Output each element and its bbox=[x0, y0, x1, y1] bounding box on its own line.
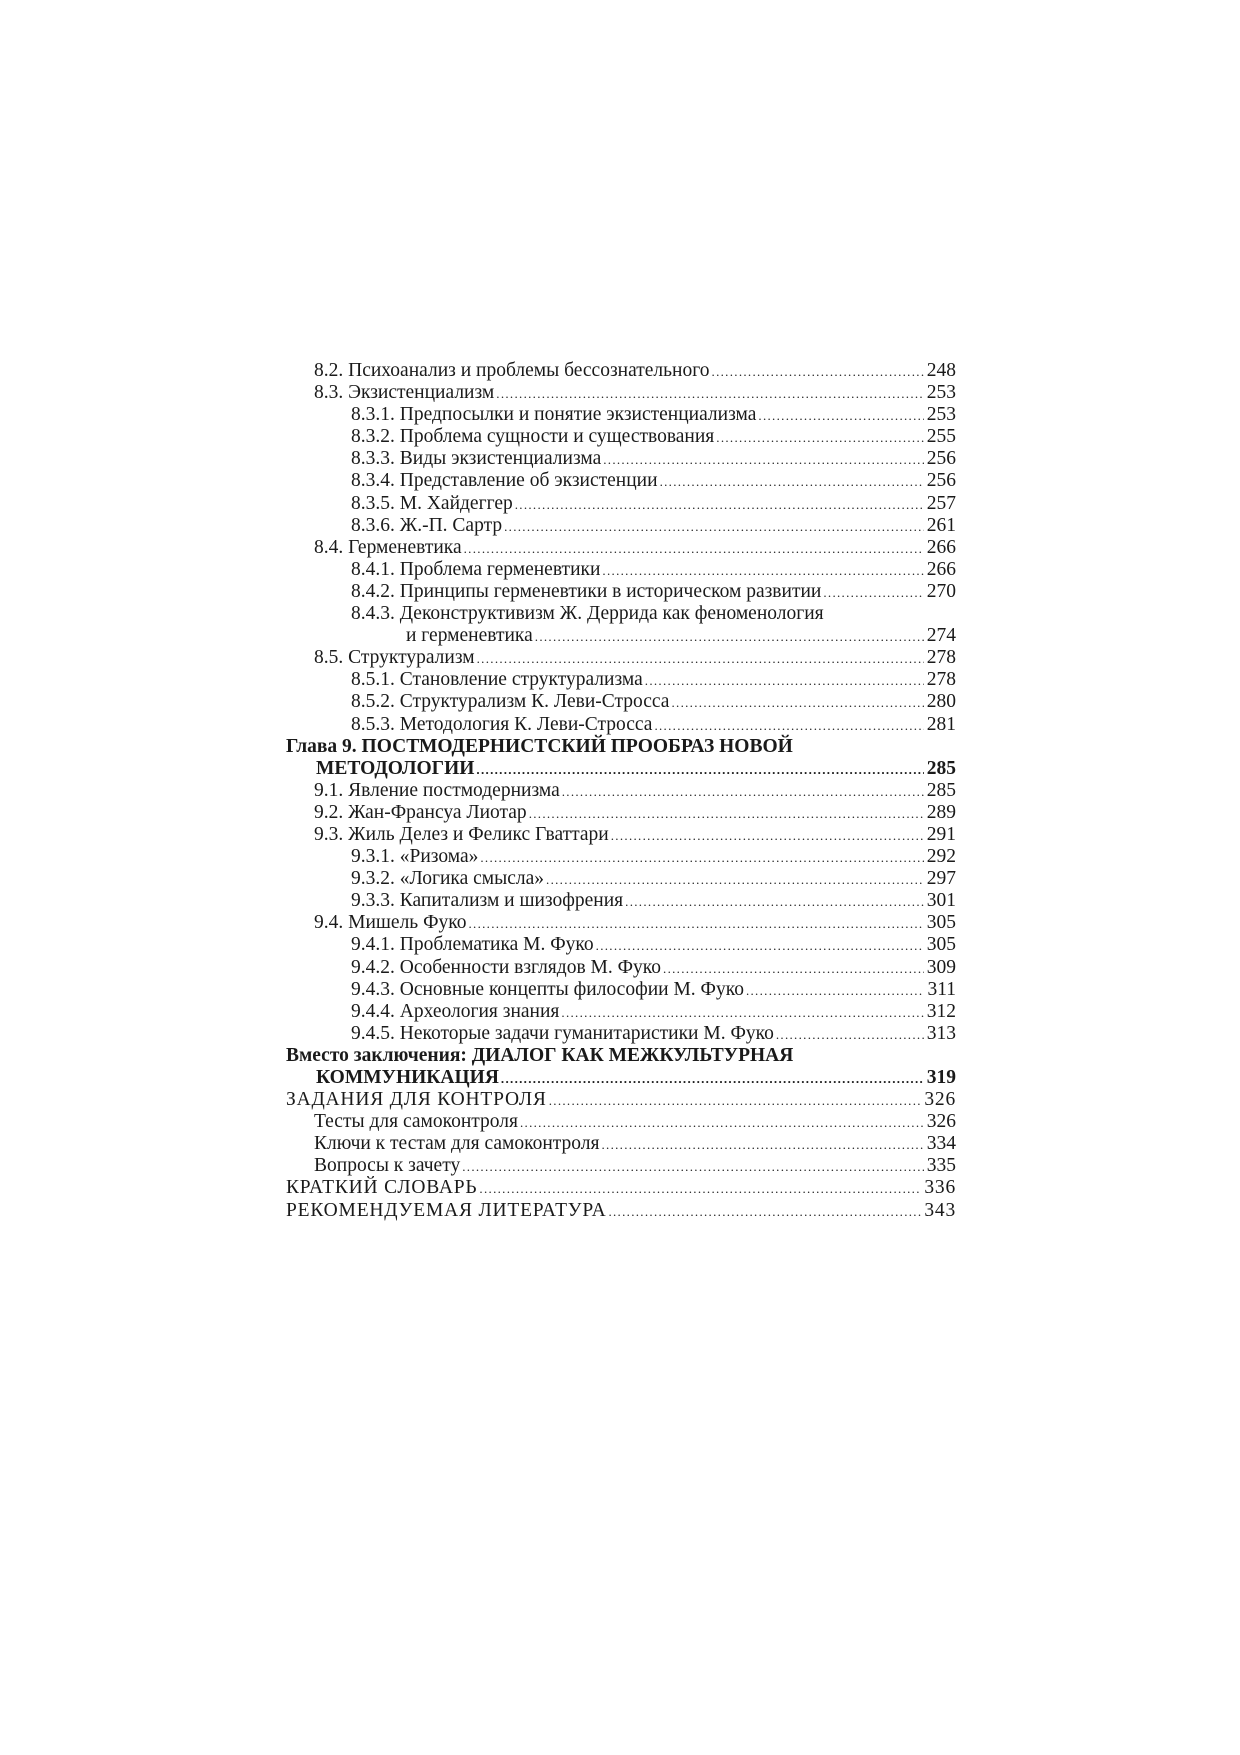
toc-entry-title: 9.1. Явление постмодернизма bbox=[314, 779, 560, 801]
toc-page-number: 305 bbox=[926, 912, 956, 934]
toc-page-number: 285 bbox=[926, 779, 956, 801]
toc-entry bbox=[286, 1155, 956, 1177]
toc-page-number: 326 bbox=[924, 1089, 956, 1111]
toc-entry-title: МЕТОДОЛОГИИ bbox=[316, 757, 475, 779]
toc-entry bbox=[286, 957, 956, 979]
toc-page-number: 343 bbox=[924, 1199, 956, 1221]
toc-entry-title: 9.2. Жан-Франсуа Лиотар bbox=[314, 801, 527, 823]
dot-leader bbox=[602, 560, 923, 582]
toc-entry-title: 9.4.4. Археология знания bbox=[351, 1000, 560, 1022]
dot-leader bbox=[601, 1134, 923, 1156]
dot-leader bbox=[654, 715, 923, 737]
dot-leader bbox=[561, 1002, 923, 1024]
toc-entry-title: 8.3.5. М. Хайдеггер bbox=[351, 492, 513, 514]
toc-entry-title: Вместо заключения: ДИАЛОГ КАК МЕЖКУЛЬТУРНАЯ bbox=[286, 1044, 794, 1066]
toc-page-number: 266 bbox=[926, 558, 956, 580]
toc-page-number: 248 bbox=[926, 360, 956, 381]
toc-page-number: 255 bbox=[926, 426, 956, 448]
toc-entry-title: 8.3. Экзистенциализм bbox=[314, 382, 495, 404]
toc-entry-title: ЗАДАНИЯ ДЛЯ КОНТРОЛЯ bbox=[286, 1089, 547, 1111]
toc-entry-title: 8.3.4. Представление об экзистенции bbox=[351, 470, 658, 492]
toc-entry-title: 8.4.1. Проблема герменевтики bbox=[351, 558, 601, 580]
toc-entry-title: 9.3.1. «Ризома» bbox=[351, 846, 479, 868]
dot-leader bbox=[716, 427, 923, 449]
toc-entry-title: 9.3.2. «Логика смысла» bbox=[351, 868, 545, 890]
dot-leader bbox=[515, 494, 924, 516]
toc-entry-title: 8.4.3. Деконструктивизм Ж. Деррида как феноменология bbox=[351, 603, 824, 625]
toc-page-number: 291 bbox=[926, 823, 956, 845]
toc-entry bbox=[286, 470, 956, 492]
toc-entry bbox=[286, 979, 956, 1001]
toc-page-number: 319 bbox=[926, 1067, 956, 1088]
toc-entry-title: 9.4.3. Основные концепты философии М. Фуко bbox=[351, 978, 744, 1000]
toc-entry bbox=[286, 1200, 956, 1222]
toc-entry-title: 8.5.1. Становление структурализма bbox=[351, 669, 643, 691]
toc-entry bbox=[286, 603, 956, 625]
toc-page-number: 274 bbox=[926, 625, 956, 647]
toc-entry bbox=[286, 714, 956, 736]
toc-entry-title: Вопросы к зачету bbox=[314, 1155, 461, 1177]
dot-leader bbox=[823, 582, 923, 604]
toc-entry bbox=[286, 934, 956, 956]
toc-entry-title: 8.5.2. Структурализм К. Леви-Стросса bbox=[351, 691, 670, 713]
toc-entry bbox=[286, 559, 956, 581]
dot-leader bbox=[645, 670, 924, 692]
toc-entry bbox=[286, 780, 956, 802]
toc-page-number: 270 bbox=[926, 580, 956, 602]
dot-leader bbox=[611, 825, 924, 847]
toc-entry bbox=[286, 1067, 956, 1089]
toc-entry bbox=[286, 625, 956, 647]
toc-page-number: 256 bbox=[926, 470, 956, 492]
toc-page-number: 278 bbox=[926, 669, 956, 691]
toc-entry bbox=[286, 824, 956, 846]
toc-entry bbox=[286, 1111, 956, 1133]
toc-entry bbox=[286, 912, 956, 934]
toc-entry bbox=[286, 1045, 956, 1067]
toc-page-number: 313 bbox=[926, 1022, 956, 1044]
toc-entry-title: 9.3.3. Капитализм и шизофрения bbox=[351, 890, 624, 912]
toc-page-number: 309 bbox=[926, 956, 956, 978]
toc-entry bbox=[286, 1001, 956, 1023]
toc-entry-title: 8.2. Психоанализ и проблемы бессознательного bbox=[314, 360, 710, 381]
toc-page-number: 278 bbox=[926, 647, 956, 669]
toc-entry-title: 8.3.3. Виды экзистенциализма bbox=[351, 448, 602, 470]
dot-leader bbox=[608, 1201, 921, 1223]
dot-leader bbox=[625, 891, 924, 913]
toc-page-number: 281 bbox=[926, 713, 956, 735]
toc-page-number: 256 bbox=[926, 448, 956, 470]
toc-entry bbox=[286, 404, 956, 426]
dot-leader bbox=[468, 913, 923, 935]
toc-entry bbox=[286, 1133, 956, 1155]
toc-page-number: 253 bbox=[926, 404, 956, 426]
toc-entry bbox=[286, 758, 956, 780]
toc-entry bbox=[286, 537, 956, 559]
toc-entry-title: Тесты для самоконтроля bbox=[314, 1111, 518, 1133]
toc-entry bbox=[286, 1089, 956, 1111]
toc-entry-title: 8.4. Герменевтика bbox=[314, 536, 462, 558]
dot-leader bbox=[476, 759, 923, 781]
toc-entry-title: КОММУНИКАЦИЯ bbox=[316, 1067, 499, 1088]
toc-page-number: 336 bbox=[924, 1177, 956, 1199]
toc-entry bbox=[286, 360, 956, 382]
toc-entry-title: и герменевтика bbox=[406, 625, 533, 647]
toc-page-number: 335 bbox=[926, 1155, 956, 1177]
dot-leader bbox=[501, 1068, 924, 1090]
toc-entry-title: 8.3.1. Предпосылки и понятие экзистенциализма bbox=[351, 404, 757, 426]
toc-page-number: 285 bbox=[926, 757, 956, 779]
toc-entry-title: Ключи к тестам для самоконтроля bbox=[314, 1133, 600, 1155]
toc-page-number: 257 bbox=[926, 492, 956, 514]
toc-page-number: 261 bbox=[926, 514, 956, 536]
toc-entry bbox=[286, 493, 956, 515]
toc-page-number: 289 bbox=[926, 801, 956, 823]
dot-leader bbox=[746, 980, 925, 1002]
toc-entry-title: 8.5.3. Методология К. Леви-Стросса bbox=[351, 713, 653, 735]
toc-page-number: 297 bbox=[926, 868, 956, 890]
toc-entry bbox=[286, 802, 956, 824]
toc-entry-title: Глава 9. ПОСТМОДЕРНИСТСКИЙ ПРООБРАЗ НОВОЙ bbox=[286, 735, 793, 757]
toc-entry bbox=[286, 868, 956, 890]
dot-leader bbox=[660, 471, 924, 493]
toc-entry bbox=[286, 1177, 956, 1199]
toc-entry-title: РЕКОМЕНДУЕМАЯ ЛИТЕРАТУРА bbox=[286, 1199, 607, 1221]
toc-entry-title: 8.3.6. Ж.-П. Сартр bbox=[351, 514, 503, 536]
toc-entry-title: 9.4. Мишель Фуко bbox=[314, 912, 467, 934]
toc-entry bbox=[286, 647, 956, 669]
dot-leader bbox=[462, 1156, 924, 1178]
toc-entry-title: 9.3. Жиль Делез и Феликс Гваттари bbox=[314, 823, 609, 845]
toc-entry-title: 8.3.2. Проблема сущности и существования bbox=[351, 426, 715, 448]
dot-leader bbox=[529, 803, 924, 825]
toc-entry bbox=[286, 669, 956, 691]
toc-entry-title: 9.4.1. Проблематика М. Фуко bbox=[351, 934, 594, 956]
dot-leader bbox=[663, 958, 924, 980]
toc-entry-title: 9.4.2. Особенности взглядов М. Фуко bbox=[351, 956, 662, 978]
toc-page-number: 280 bbox=[926, 691, 956, 713]
toc-page-number: 311 bbox=[927, 978, 956, 1000]
toc-page-number: 253 bbox=[926, 382, 956, 404]
toc-page-number: 266 bbox=[926, 536, 956, 558]
toc-page-number: 301 bbox=[926, 890, 956, 912]
dot-leader bbox=[776, 1024, 924, 1046]
toc-page-number: 334 bbox=[926, 1133, 956, 1155]
dot-leader bbox=[596, 935, 924, 957]
toc-entry bbox=[286, 691, 956, 713]
toc-entry bbox=[286, 515, 956, 537]
dot-leader bbox=[562, 781, 924, 803]
dot-leader bbox=[520, 1112, 924, 1134]
toc-entry-title: 8.5. Структурализм bbox=[314, 647, 475, 669]
toc-entry bbox=[286, 846, 956, 868]
toc-page-number: 312 bbox=[926, 1000, 956, 1022]
toc-page-number: 326 bbox=[926, 1111, 956, 1133]
dot-leader bbox=[479, 1178, 921, 1200]
toc-entry bbox=[286, 890, 956, 912]
dot-leader bbox=[546, 869, 924, 891]
toc-entry-title: 8.4.2. Принципы герменевтики в историческом развитии bbox=[351, 580, 822, 602]
dot-leader bbox=[603, 449, 924, 471]
dot-leader bbox=[671, 692, 923, 714]
dot-leader bbox=[496, 383, 923, 405]
dot-leader bbox=[549, 1090, 922, 1112]
toc-entry bbox=[286, 581, 956, 603]
dot-leader bbox=[480, 847, 923, 869]
toc-entry bbox=[286, 1023, 956, 1045]
toc-page-number: 292 bbox=[926, 846, 956, 868]
toc-entry bbox=[286, 736, 956, 758]
dot-leader bbox=[477, 648, 924, 670]
toc-page-number: 305 bbox=[926, 934, 956, 956]
toc-entry bbox=[286, 382, 956, 404]
dot-leader bbox=[535, 626, 924, 648]
dot-leader bbox=[504, 516, 924, 538]
toc-entry-title: КРАТКИЙ СЛОВАРЬ bbox=[286, 1177, 478, 1199]
dot-leader bbox=[464, 538, 924, 560]
toc-entry bbox=[286, 426, 956, 448]
dot-leader bbox=[712, 361, 924, 383]
toc-entry bbox=[286, 448, 956, 470]
dot-leader bbox=[758, 405, 923, 427]
toc-entry-title: 9.4.5. Некоторые задачи гуманитаристики М. Фуко bbox=[351, 1022, 774, 1044]
table-of-contents bbox=[286, 360, 956, 1222]
